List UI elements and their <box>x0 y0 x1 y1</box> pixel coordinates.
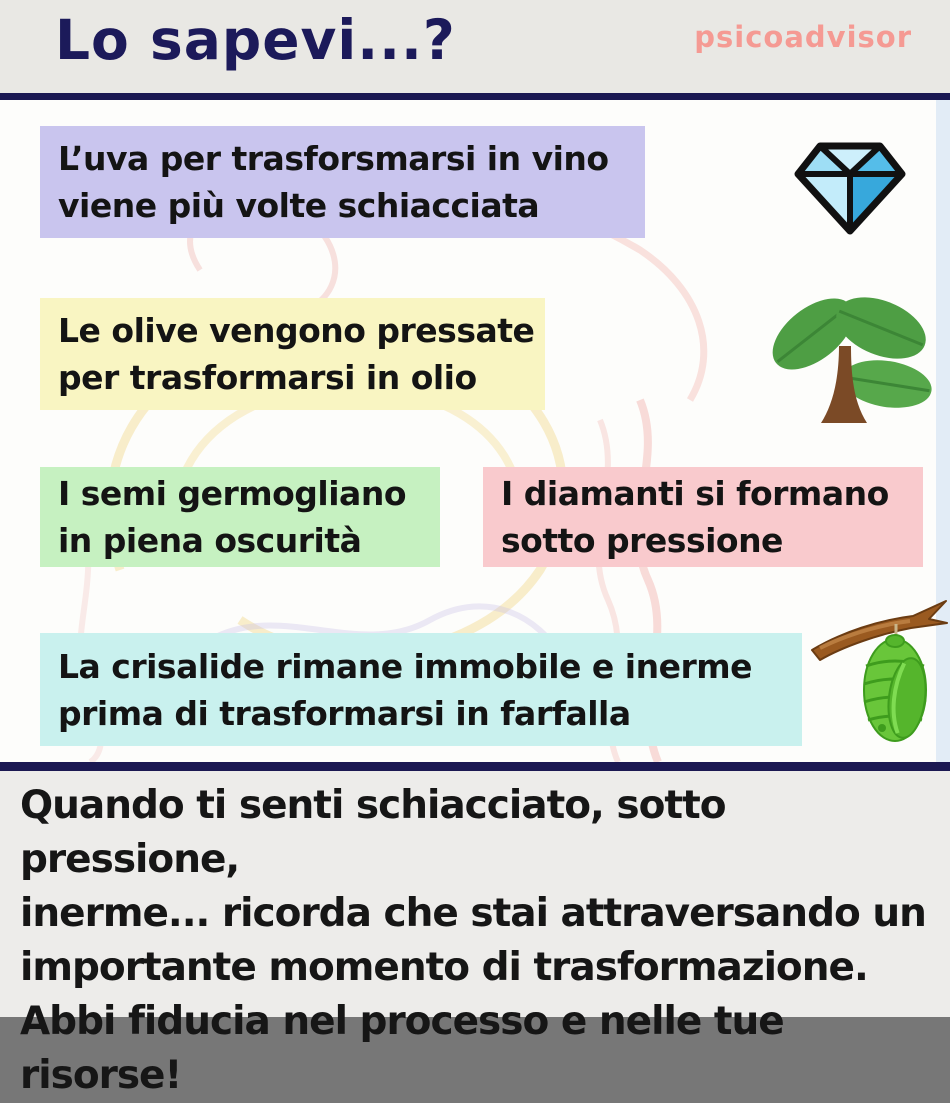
brand-logo-text: psicoadvisor <box>694 20 912 54</box>
fact-olive-line1: Le olive vengono pressate <box>58 311 535 350</box>
olive-plant-icon <box>763 286 935 426</box>
fact-semi-line1: I semi germogliano <box>58 474 406 513</box>
footer-message <box>20 779 950 1103</box>
header-bar <box>0 0 950 93</box>
diamond-icon <box>787 138 913 238</box>
fact-diamanti-line2: sotto pressione <box>501 521 783 560</box>
fact-box-crisalide <box>40 633 802 746</box>
footer-section <box>0 771 950 1098</box>
fact-box-olive <box>40 298 545 410</box>
fact-olive-line2: per trasformarsi in olio <box>58 358 477 397</box>
fact-box-semi <box>40 467 440 567</box>
header-divider-line <box>0 93 950 100</box>
footer-line-4: Abbi fiducia nel processo e nelle tue risorse! <box>20 999 784 1098</box>
footer-line-3: importante momento di trasformazione. <box>20 945 868 990</box>
fact-crisalide-line2: prima di trasformarsi in farfalla <box>58 693 631 733</box>
fact-box-diamanti <box>483 467 923 567</box>
footer-divider-line <box>0 762 950 771</box>
fact-semi-line2: in piena oscurità <box>58 521 362 560</box>
page-title: Lo sapevi...? <box>55 8 456 72</box>
footer-line-1: Quando ti senti schiacciato, sotto pressione, <box>20 783 726 882</box>
chrysalis-icon <box>810 588 950 748</box>
footer-line-2: inerme... ricorda che stai attraversando un <box>20 891 926 936</box>
fact-box-uva <box>40 126 645 238</box>
fact-diamanti-line1: I diamanti si formano <box>501 474 889 513</box>
fact-uva-line1: L’uva per trasforsmarsi in vino <box>58 139 609 178</box>
fact-crisalide-line1: La crisalide rimane immobile e inerme <box>58 646 753 686</box>
fact-uva-line2: viene più volte schiacciata <box>58 186 540 225</box>
